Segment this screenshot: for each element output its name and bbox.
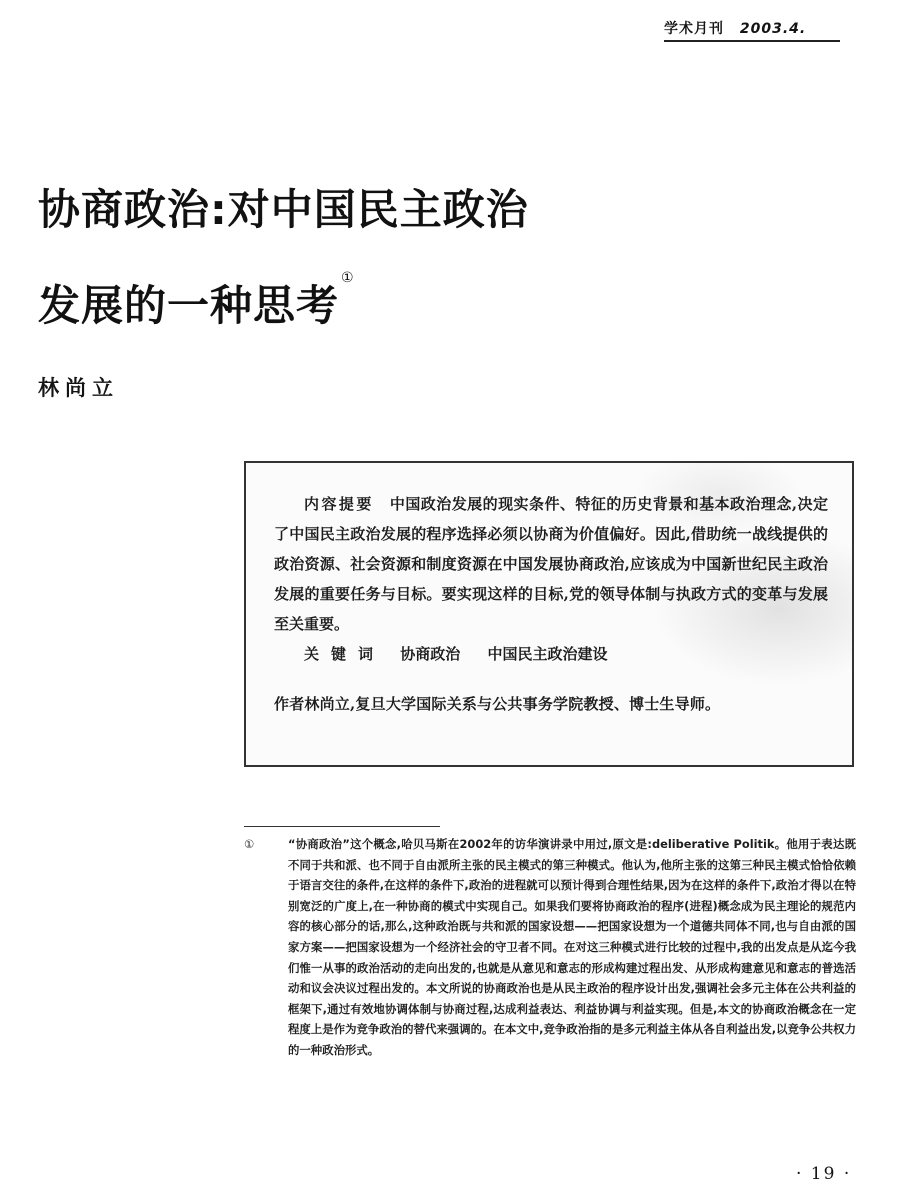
abstract-box: [244, 461, 854, 767]
article-title: [38, 162, 658, 354]
keyword-item: 中国民主政治建设: [487, 645, 608, 663]
abstract-paragraph: [274, 489, 828, 639]
keyword-item: 协商政治: [400, 645, 461, 663]
abstract-text: 中国政治发展的现实条件、特征的历史背景和基本政治理念,决定了中国民主政治发展的程序选择必须以协商为价值偏好。因此,借助统一战线提供的政治资源、社会资源和制度资源在中国发展协商政治,应该成为中国新世纪民主政治发展的重要任务与目标。要实现这样的目标,党的领导体制与执政方式的变革与发展至关重要。: [274, 495, 828, 633]
page-number: · 19 ·: [796, 1164, 852, 1184]
abstract-label: 内容提要: [304, 495, 374, 513]
running-header: [664, 18, 840, 42]
keywords-row: [274, 639, 828, 669]
footnote: [244, 834, 856, 1061]
footnote-divider: [244, 826, 440, 827]
author-name: 林尚立: [38, 375, 119, 400]
title-line-1: 协商政治:对中国民主政治: [38, 185, 529, 234]
journal-name: 学术月刊: [664, 21, 724, 37]
footnote-marker: ①: [244, 837, 255, 851]
issue-number: 2003.4.: [739, 21, 807, 37]
keywords-label: 关键词: [304, 645, 386, 663]
title-footnote-marker[interactable]: ①: [341, 270, 355, 286]
title-line-2-text: 发展的一种思考: [38, 281, 340, 330]
author-info: 作者林尚立,复旦大学国际关系与公共事务学院教授、博士生导师。: [274, 695, 721, 713]
title-line-2: [38, 258, 658, 354]
footnote-text: “协商政治”这个概念,哈贝马斯在2002年的访华演讲录中用过,原文是:deliberative Politik。他用于表达既不同于共和派、也不同于自由派所主张的民主模式的第三种模式。他认为,他所主张的这第三种民主模式恰恰依赖于语言交往的条件,在这样的条件下,政治的进程就可以预计得到合理性结果,因为在这样的条件下,政治才得以在特别宽泛的广度上,在一种协商的模式中实现自己。如果我们要将协商政治的程序(进程)概念成为民主理论的规范内容的核心部分的话,那么,这种政治既与共和派的国家设想——把国家设想为一个道德共同体不同,也与自由派的国家方案——把国家设想为一个经济社会的守卫者不同。在对这三种模式进行比较的过程中,我的出发点是从迄今我们惟一从事的政治活动的走向出发的,也就是从意见和意志的形成构建过程出发、从形成构建意见和意志的普选活动和议会决议过程出发的。本文所说的协商政治也是从民主政治的程序设计出发,强调社会多元主体在公共利益的框架下,通过有效地协调体制与协商过程,达成利益表达、利益协调与利益实现。但是,本文的协商政治概念在一定程度上是作为竞争政治的替代来强调的。在本文中,竞争政治指的是多元利益主体从各自利益出发,以竞争公共权力的一种政治形式。: [288, 837, 856, 1057]
